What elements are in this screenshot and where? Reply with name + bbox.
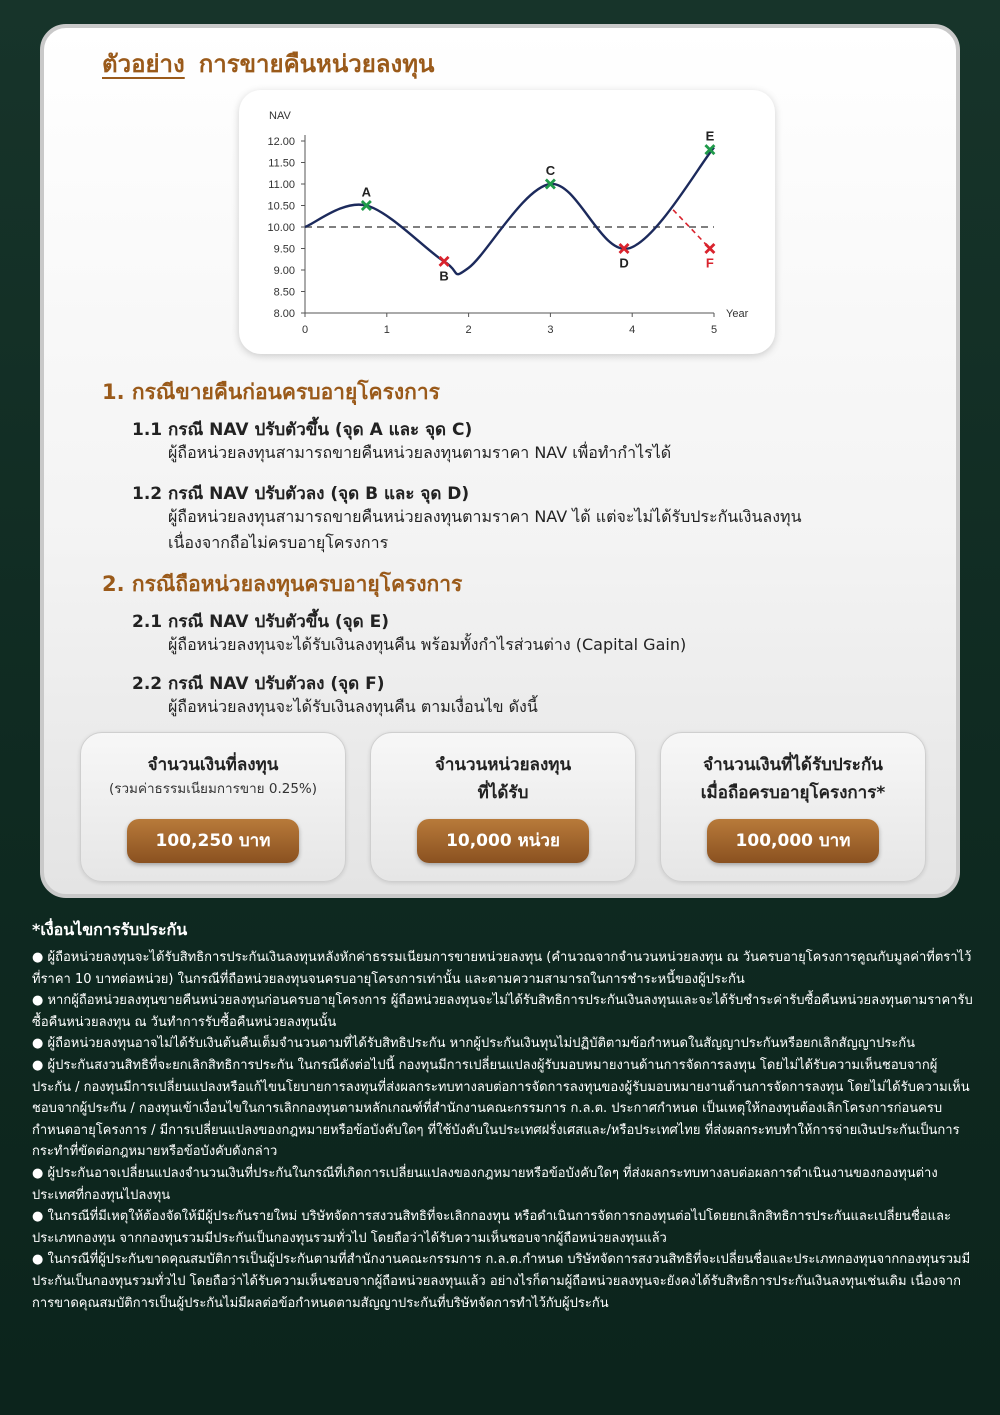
x-axis-label: Year xyxy=(726,308,749,320)
nav-line xyxy=(305,147,714,274)
point-d-label: D xyxy=(619,255,629,271)
x-tick-label: 5 xyxy=(710,324,718,336)
title-text: การขายคืนหน่วยลงทุน xyxy=(198,50,435,78)
point-f-marker xyxy=(705,244,714,253)
condition-item: ● หากผู้ถือหน่วยลงทุนขายคืนหน่วยลงทุนก่อนครบอายุโครงการ ผู้ถือหน่วยลงทุนจะไม่ได้รับสิทธิการประกันเงินลงทุนและจะได้รับชำระค่ารับซื้อคืนหน่วยลงทุนตามราคารับซื้อคืนหน่วยลงทุน ณ วันทำการรับซื้อคืนหน่วยลงทุนนั้น xyxy=(32,993,973,1030)
condition-item: ● ในกรณีที่มีเหตุให้ต้องจัดให้มีผู้ประกันรายใหม่ บริษัทจัดการสงวนสิทธิที่จะเลิกกองทุน หรือดำเนินการจัดการกองทุนต่อไปโดยยกเลิกสิทธิการประกันและเปลี่ยนชื่อและประเภทกองทุน จากกองทุนรวมมีประกันเป็นกองทุนรวมทั่วไป โดยถือว่าได้รับความเห็นชอบจากผู้ถือหน่วยลงทุนแล้ว xyxy=(32,1209,951,1246)
section-1-heading: 1. กรณีขายคืนก่อนครบอายุโครงการ xyxy=(102,380,440,404)
y-tick-label: 9.00 xyxy=(273,265,295,277)
item-1-1-title: 1.1 กรณี NAV ปรับตัวขึ้น (จุด A และ จุด C) xyxy=(132,420,473,440)
invested-amount-note: (รวมค่าธรรมเนียมการขาย 0.25%) xyxy=(108,781,318,797)
x-tick-label: 0 xyxy=(301,324,309,336)
guaranteed-amount-value: 100,000 บาท xyxy=(707,819,879,863)
example-card xyxy=(40,24,960,898)
y-tick-label: 11.00 xyxy=(268,179,295,191)
point-c-label: C xyxy=(545,163,556,178)
x-tick-label: 1 xyxy=(383,324,390,336)
invested-amount-label: จำนวนเงินที่ลงทุน xyxy=(147,755,279,775)
point-f-label: F xyxy=(705,255,714,271)
point-a-label: A xyxy=(361,184,372,200)
page-title xyxy=(102,44,434,83)
y-tick-label: 8.00 xyxy=(273,308,295,320)
units-received-value: 10,000 หน่วย xyxy=(417,819,589,863)
y-tick-label: 11.50 xyxy=(268,157,295,170)
units-received-box xyxy=(370,732,636,882)
item-2-2-text: ผู้ถือหน่วยลงทุนจะได้รับเงินลงทุนคืน ตามเงื่อนไข ดังนี้ xyxy=(168,697,538,716)
point-b-label: B xyxy=(439,268,449,284)
y-tick-label: 9.50 xyxy=(273,243,295,256)
item-1-1-text: ผู้ถือหน่วยลงทุนสามารถขายคืนหน่วยลงทุนตามราคา NAV เพื่อทำกำไรได้ xyxy=(168,443,672,462)
nav-chart xyxy=(239,90,775,354)
item-1-2-text: ผู้ถือหน่วยลงทุนสามารถขายคืนหน่วยลงทุนตามราคา NAV ได้ แต่จะไม่ได้รับประกันเงินลงทุน เนื่องจากถือไม่ครบอายุโครงการ xyxy=(168,507,802,552)
condition-item: ● ในกรณีที่ผู้ประกันขาดคุณสมบัติการเป็นผู้ประกันตามที่สำนักงานคณะกรรมการ ก.ล.ต.กำหนด บริษัทจัดการสงวนสิทธิที่จะเปลี่ยนชื่อและประเภทกองทุนจากกองทุนรวมมีประกันเป็นกองทุนรวมทั่วไป โดยถือว่าได้รับความเห็นชอบจากผู้ถือหน่วยลงทุนแล้ว อย่างไรก็ตามผู้ถือหน่วยลงทุนจะยังคงได้รับสิทธิการประกันเงินลงทุนเช่นเดิม เนื่องจากการขาดคุณสมบัติการเป็นผู้ประกันไม่มีผลต่อข้อกำหนดตามสัญญาประกันที่บริษัทจัดการทำไว้กับผู้ประกัน xyxy=(32,1252,971,1311)
item-2-1-title: 2.1 กรณี NAV ปรับตัวขึ้น (จุด E) xyxy=(132,612,389,632)
point-e-label: E xyxy=(705,128,715,144)
y-tick-label: 8.50 xyxy=(273,286,295,299)
item-2-2-title: 2.2 กรณี NAV ปรับตัวลง (จุด F) xyxy=(132,674,385,694)
units-received-label: จำนวนหน่วยลงทุน ที่ได้รับ xyxy=(434,755,572,803)
x-tick-label: 3 xyxy=(547,324,554,336)
title-prefix: ตัวอย่าง xyxy=(102,50,185,78)
y-tick-label: 10.00 xyxy=(267,222,295,234)
x-tick-label: 4 xyxy=(629,324,636,336)
nav-chart-svg xyxy=(239,90,775,354)
point-b-marker xyxy=(440,257,449,266)
item-1-2-title: 1.2 กรณี NAV ปรับตัวลง (จุด B และ จุด D) xyxy=(132,484,470,504)
condition-item: ● ผู้ถือหน่วยลงทุนอาจไม่ได้รับเงินต้นคืนเต็มจำนวนตามที่ได้รับสิทธิประกัน หากผู้ประกันเงินทุนไม่ปฏิบัติตามข้อกำหนดในสัญญาประกันหรือยกเลิกสัญญาประกัน xyxy=(32,1036,916,1052)
condition-item: ● ผู้ถือหน่วยลงทุนจะได้รับสิทธิการประกันเงินลงทุนหลังหักค่าธรรมเนียมการขายหน่วยลงทุน (คำนวณจากจำนวนหน่วยลงทุน ณ วันครบอายุโครงการคูณกับมูลค่าที่ตราไว้ที่ราคา 10 บาทต่อหน่วย) ในกรณีที่ถือหน่วยลงทุนจนครบอายุโครงการเท่านั้น และตามความสามารถในการชำระหนี้ของผู้ประกัน xyxy=(32,950,972,987)
conditions-heading: *เงื่อนไขการรับประกัน xyxy=(32,920,188,939)
guaranteed-amount-box xyxy=(660,732,926,882)
y-tick-label: 12.00 xyxy=(267,136,295,148)
y-axis-label: NAV xyxy=(269,110,291,122)
guarantee-conditions xyxy=(32,918,976,1314)
item-2-1-text: ผู้ถือหน่วยลงทุนจะได้รับเงินลงทุนคืน พร้อมทั้งกำไรส่วนต่าง (Capital Gain) xyxy=(168,635,687,654)
x-tick-label: 2 xyxy=(465,324,472,336)
condition-item: ● ผู้ประกันสงวนสิทธิที่จะยกเลิกสิทธิการประกัน ในกรณีดังต่อไปนี้ กองทุนมีการเปลี่ยนแปลงผู้รับมอบหมายงานด้านการจัดการลงทุน โดยไม่ได้รับความเห็นชอบจากผู้ประกัน / กองทุนมีการเปลี่ยนแปลงหรือแก้ไขนโยบายการลงทุนที่ส่งผลกระทบทางลบต่อการจัดการลงทุนของผู้รับมอบหมายงานด้านการจัดการลงทุน โดยไม่ได้รับความเห็นชอบจากผู้ประกัน / กองทุนเข้าเงื่อนไขในการเลิกกองทุนตามหลักเกณฑ์ที่สำนักงานคณะกรรมการ ก.ล.ต. ประกาศกำหนด เป็นเหตุให้กองทุนต้องเลิกโครงการก่อนครบกำหนดอายุโครงการ / มีการเปลี่ยนแปลงของกฎหมายหรือข้อบังคับใดๆ ที่ใช้บังคับในประเทศฝรั่งเศสและ/หรือประเทศไทย ที่ส่งผลกระทบทำให้การจ่ายเงินประกันเป็นการกระทำที่ขัดต่อกฎหมายหรือข้อบังคับดังกล่าว xyxy=(32,1057,970,1160)
f-branch-line xyxy=(673,210,710,249)
invested-amount-box xyxy=(80,732,346,882)
condition-item: ● ผู้ประกันอาจเปลี่ยนแปลงจำนวนเงินที่ประกันในกรณีที่เกิดการเปลี่ยนแปลงของกฎหมายหรือข้อบังคับใดๆ ที่ส่งผลกระทบทางลบต่อผลการดำเนินงานของกองทุนต่างประเทศที่กองทุนไปลงทุน xyxy=(32,1165,938,1203)
section-2-heading: 2. กรณีถือหน่วยลงทุนครบอายุโครงการ xyxy=(102,572,463,596)
invested-amount-value: 100,250 บาท xyxy=(127,819,299,863)
y-tick-label: 10.50 xyxy=(267,200,295,213)
guaranteed-amount-label: จำนวนเงินที่ได้รับประกัน เมื่อถือครบอายุโครงการ* xyxy=(700,755,886,803)
